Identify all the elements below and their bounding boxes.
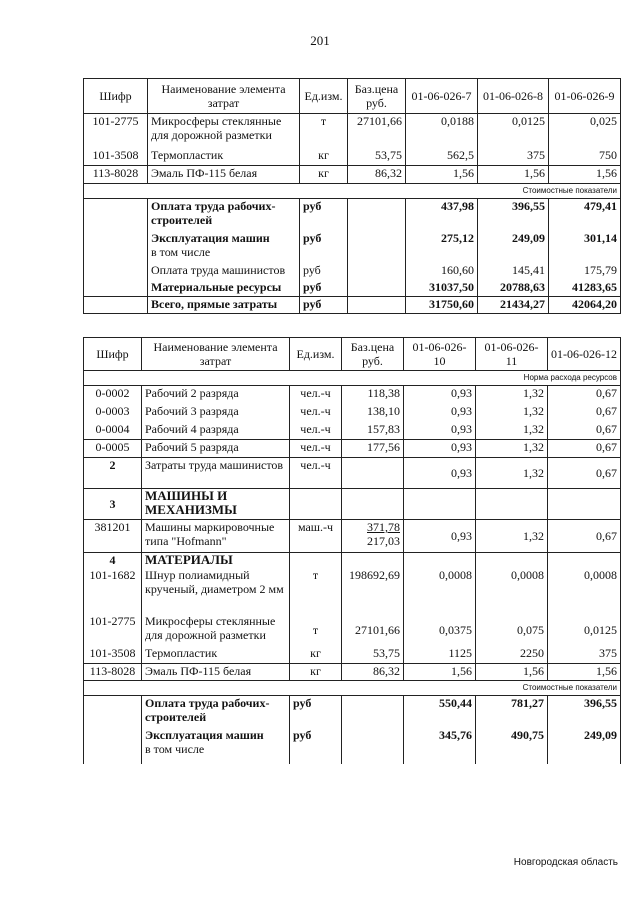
row-value: 0,025 bbox=[549, 114, 621, 148]
section-code: 4 bbox=[84, 553, 142, 568]
table-row bbox=[84, 422, 621, 440]
cost-row bbox=[84, 231, 621, 263]
cost-value: 301,14 bbox=[549, 231, 621, 263]
cost-value: 21434,27 bbox=[478, 297, 549, 314]
row-name: Термопластик bbox=[142, 646, 290, 664]
row-value: 0,0125 bbox=[478, 114, 549, 148]
row-value: 0,67 bbox=[548, 520, 621, 553]
row-code: 101-2775 bbox=[84, 114, 148, 148]
cost-unit: руб bbox=[290, 728, 342, 764]
table-row bbox=[84, 646, 621, 664]
row-code: 101-3508 bbox=[84, 148, 148, 166]
row-price: 198692,69 bbox=[342, 568, 404, 614]
row-unit: чел.-ч bbox=[290, 440, 342, 458]
row-value: 0,93 bbox=[404, 440, 476, 458]
row-unit: кг bbox=[300, 148, 348, 166]
cost-value: 41283,65 bbox=[549, 280, 621, 297]
cost-value: 781,27 bbox=[476, 696, 548, 728]
row-code: 0-0002 bbox=[84, 386, 142, 404]
row-value: 0,67 bbox=[548, 404, 621, 422]
cost-value: 249,09 bbox=[478, 231, 549, 263]
col-code-11-header: 01-06-026-11 bbox=[476, 338, 548, 371]
row-value: 1,56 bbox=[549, 166, 621, 184]
row-value: 2250 bbox=[476, 646, 548, 664]
col-code-10-header: 01-06-026-10 bbox=[404, 338, 476, 371]
cost-unit: руб bbox=[300, 297, 348, 314]
row-unit: чел.-ч bbox=[290, 422, 342, 440]
row-unit: маш.-ч bbox=[290, 520, 342, 553]
row-code: 101-2775 bbox=[84, 614, 142, 646]
cost-value: 20788,63 bbox=[478, 280, 549, 297]
cost-value: 31037,50 bbox=[406, 280, 478, 297]
row-value: 750 bbox=[549, 148, 621, 166]
section-title: МАШИНЫ И МЕХАНИЗМЫ bbox=[142, 489, 290, 520]
cost-value: 396,55 bbox=[548, 696, 621, 728]
row-price: 118,38 bbox=[342, 386, 404, 404]
row-price: 53,75 bbox=[348, 148, 406, 166]
cost-value: 437,98 bbox=[406, 199, 478, 231]
cost-name bbox=[142, 728, 290, 764]
row-code: 0-0004 bbox=[84, 422, 142, 440]
table-row bbox=[84, 520, 621, 553]
row-value: 1,56 bbox=[478, 166, 549, 184]
estimate-table-1 bbox=[83, 78, 621, 314]
cost-name: Оплата труда рабочих-строителей bbox=[148, 199, 300, 231]
col-code-8-header: 01-06-026-8 bbox=[478, 79, 549, 114]
row-unit: чел.-ч bbox=[290, 404, 342, 422]
row-code: 113-8028 bbox=[84, 664, 142, 681]
row-code: 101-1682 bbox=[84, 568, 142, 614]
row-name: Микросферы стеклянные для дорожной разметки bbox=[148, 114, 300, 148]
row-code: 381201 bbox=[84, 520, 142, 553]
col-name-header: Наименование элемента затрат bbox=[148, 79, 300, 114]
row-value: 1,32 bbox=[476, 458, 548, 489]
col-name-header: Наименование элемента затрат bbox=[142, 338, 290, 371]
section-header-machines bbox=[84, 489, 621, 520]
section-row-labor-total bbox=[84, 458, 621, 489]
row-code: 101-3508 bbox=[84, 646, 142, 664]
cost-name: Оплата труда машинистов bbox=[148, 263, 300, 280]
row-unit: кг bbox=[300, 166, 348, 184]
row-name: Микросферы стеклянные для дорожной разметки bbox=[142, 614, 290, 646]
col-price-header: Баз.цена руб. bbox=[348, 79, 406, 114]
row-value: 0,93 bbox=[404, 404, 476, 422]
row-code: 0-0003 bbox=[84, 404, 142, 422]
cost-value: 160,60 bbox=[406, 263, 478, 280]
price-line-2: 217,03 bbox=[367, 534, 400, 548]
row-value: 0,0008 bbox=[404, 568, 476, 614]
col-code-12-header: 01-06-026-12 bbox=[548, 338, 621, 371]
table-row bbox=[84, 404, 621, 422]
row-price bbox=[342, 520, 404, 553]
row-name: Термопластик bbox=[148, 148, 300, 166]
section-band bbox=[84, 184, 621, 199]
table-header-row bbox=[84, 338, 621, 371]
price-line-1: 371,78 bbox=[367, 520, 400, 534]
row-name: Машины маркировочные типа "Hofmann" bbox=[142, 520, 290, 553]
cost-value: 249,09 bbox=[548, 728, 621, 764]
row-value: 0,67 bbox=[548, 422, 621, 440]
row-unit: чел.-ч bbox=[290, 386, 342, 404]
cost-value: 175,79 bbox=[549, 263, 621, 280]
section-band bbox=[84, 371, 621, 386]
row-value: 0,0008 bbox=[476, 568, 548, 614]
col-code-7-header: 01-06-026-7 bbox=[406, 79, 478, 114]
section-title: МАТЕРИАЛЫ bbox=[142, 553, 290, 568]
col-unit-header: Ед.изм. bbox=[290, 338, 342, 371]
row-value: 0,93 bbox=[404, 386, 476, 404]
row-name: Эмаль ПФ-115 белая bbox=[148, 166, 300, 184]
row-price: 53,75 bbox=[342, 646, 404, 664]
row-value: 1,32 bbox=[476, 404, 548, 422]
cost-value: 550,44 bbox=[404, 696, 476, 728]
row-value: 1,56 bbox=[404, 664, 476, 681]
row-value: 0,0125 bbox=[548, 614, 621, 646]
row-value: 0,93 bbox=[404, 520, 476, 553]
col-code-header: Шифр bbox=[84, 79, 148, 114]
row-value: 0,0375 bbox=[404, 614, 476, 646]
row-value: 1125 bbox=[404, 646, 476, 664]
row-value: 0,0008 bbox=[548, 568, 621, 614]
table-row bbox=[84, 148, 621, 166]
row-unit: т bbox=[290, 568, 342, 614]
row-code: 113-8028 bbox=[84, 166, 148, 184]
cost-name: Оплата труда рабочих-строителей bbox=[142, 696, 290, 728]
col-code-header: Шифр bbox=[84, 338, 142, 371]
row-value: 1,32 bbox=[476, 440, 548, 458]
col-unit-header: Ед.изм. bbox=[300, 79, 348, 114]
section-band bbox=[84, 681, 621, 696]
page-number: 201 bbox=[310, 33, 330, 48]
cost-name-main: Эксплуатация машин bbox=[145, 727, 264, 742]
row-unit: т bbox=[290, 614, 342, 646]
row-code: 0-0005 bbox=[84, 440, 142, 458]
cost-name: Всего, прямые затраты bbox=[148, 297, 300, 314]
row-value: 1,32 bbox=[476, 520, 548, 553]
row-value: 562,5 bbox=[406, 148, 478, 166]
row-price: 157,83 bbox=[342, 422, 404, 440]
row-name: Эмаль ПФ-115 белая bbox=[142, 664, 290, 681]
cost-value: 42064,20 bbox=[549, 297, 621, 314]
footer-region: Новгородская область bbox=[513, 857, 618, 868]
row-value: 0,0188 bbox=[406, 114, 478, 148]
col-price-header: Баз.цена руб. bbox=[342, 338, 404, 371]
row-unit: чел.-ч bbox=[290, 458, 342, 489]
cost-row bbox=[84, 696, 621, 728]
cost-name-sub: в том числе bbox=[145, 741, 205, 756]
row-value: 0,67 bbox=[548, 458, 621, 489]
table-row bbox=[84, 614, 621, 646]
cost-unit: руб bbox=[300, 263, 348, 280]
table-row bbox=[84, 114, 621, 148]
table-header-row bbox=[84, 79, 621, 114]
row-code: 2 bbox=[84, 458, 142, 489]
row-value: 1,32 bbox=[476, 422, 548, 440]
cost-value: 490,75 bbox=[476, 728, 548, 764]
row-value: 375 bbox=[548, 646, 621, 664]
cost-row bbox=[84, 728, 621, 764]
table-row bbox=[84, 568, 621, 614]
row-value: 0,93 bbox=[404, 458, 476, 489]
cost-row bbox=[84, 199, 621, 231]
row-value: 375 bbox=[478, 148, 549, 166]
cost-name bbox=[148, 231, 300, 263]
row-name: Рабочий 2 разряда bbox=[142, 386, 290, 404]
row-unit: кг bbox=[290, 646, 342, 664]
estimate-table-2 bbox=[83, 337, 621, 764]
cost-unit: руб bbox=[300, 199, 348, 231]
table-row bbox=[84, 386, 621, 404]
table-row bbox=[84, 664, 621, 681]
row-value: 1,56 bbox=[548, 664, 621, 681]
cost-indicators-band: Стоимостные показатели bbox=[84, 681, 621, 696]
cost-name-sub: в том числе bbox=[151, 244, 211, 259]
cost-value: 396,55 bbox=[478, 199, 549, 231]
row-price: 86,32 bbox=[348, 166, 406, 184]
cost-value: 145,41 bbox=[478, 263, 549, 280]
cost-unit: руб bbox=[290, 696, 342, 728]
row-price: 27101,66 bbox=[348, 114, 406, 148]
row-value: 0,93 bbox=[404, 422, 476, 440]
row-name: Рабочий 4 разряда bbox=[142, 422, 290, 440]
cost-value: 275,12 bbox=[406, 231, 478, 263]
row-name: Рабочий 5 разряда bbox=[142, 440, 290, 458]
row-name: Шнур полиамидный крученый, диаметром 2 мм bbox=[142, 568, 290, 614]
section-header-materials bbox=[84, 553, 621, 568]
row-name: Рабочий 3 разряда bbox=[142, 404, 290, 422]
cost-value: 479,41 bbox=[549, 199, 621, 231]
row-value: 0,67 bbox=[548, 440, 621, 458]
col-code-9-header: 01-06-026-9 bbox=[549, 79, 621, 114]
row-price: 177,56 bbox=[342, 440, 404, 458]
resource-norm-band: Норма расхода ресурсов bbox=[84, 371, 621, 386]
cost-value: 345,76 bbox=[404, 728, 476, 764]
row-price: 138,10 bbox=[342, 404, 404, 422]
row-value: 1,56 bbox=[476, 664, 548, 681]
cost-indicators-band: Стоимостные показатели bbox=[84, 184, 621, 199]
table-row bbox=[84, 166, 621, 184]
cost-value: 31750,60 bbox=[406, 297, 478, 314]
cost-name-main: Эксплуатация машин bbox=[151, 230, 270, 245]
row-value: 1,32 bbox=[476, 386, 548, 404]
row-value: 1,56 bbox=[406, 166, 478, 184]
cost-row bbox=[84, 280, 621, 297]
cost-row bbox=[84, 263, 621, 280]
row-unit: кг bbox=[290, 664, 342, 681]
row-price: 27101,66 bbox=[342, 614, 404, 646]
row-price: 86,32 bbox=[342, 664, 404, 681]
cost-unit: руб bbox=[300, 280, 348, 297]
table-row bbox=[84, 440, 621, 458]
cost-unit: руб bbox=[300, 231, 348, 263]
row-unit: т bbox=[300, 114, 348, 148]
cost-name: Материальные ресурсы bbox=[148, 280, 300, 297]
row-name: Затраты труда машинистов bbox=[142, 458, 290, 489]
cost-row-total bbox=[84, 297, 621, 314]
row-value: 0,67 bbox=[548, 386, 621, 404]
section-code: 3 bbox=[84, 489, 142, 520]
row-value: 0,075 bbox=[476, 614, 548, 646]
